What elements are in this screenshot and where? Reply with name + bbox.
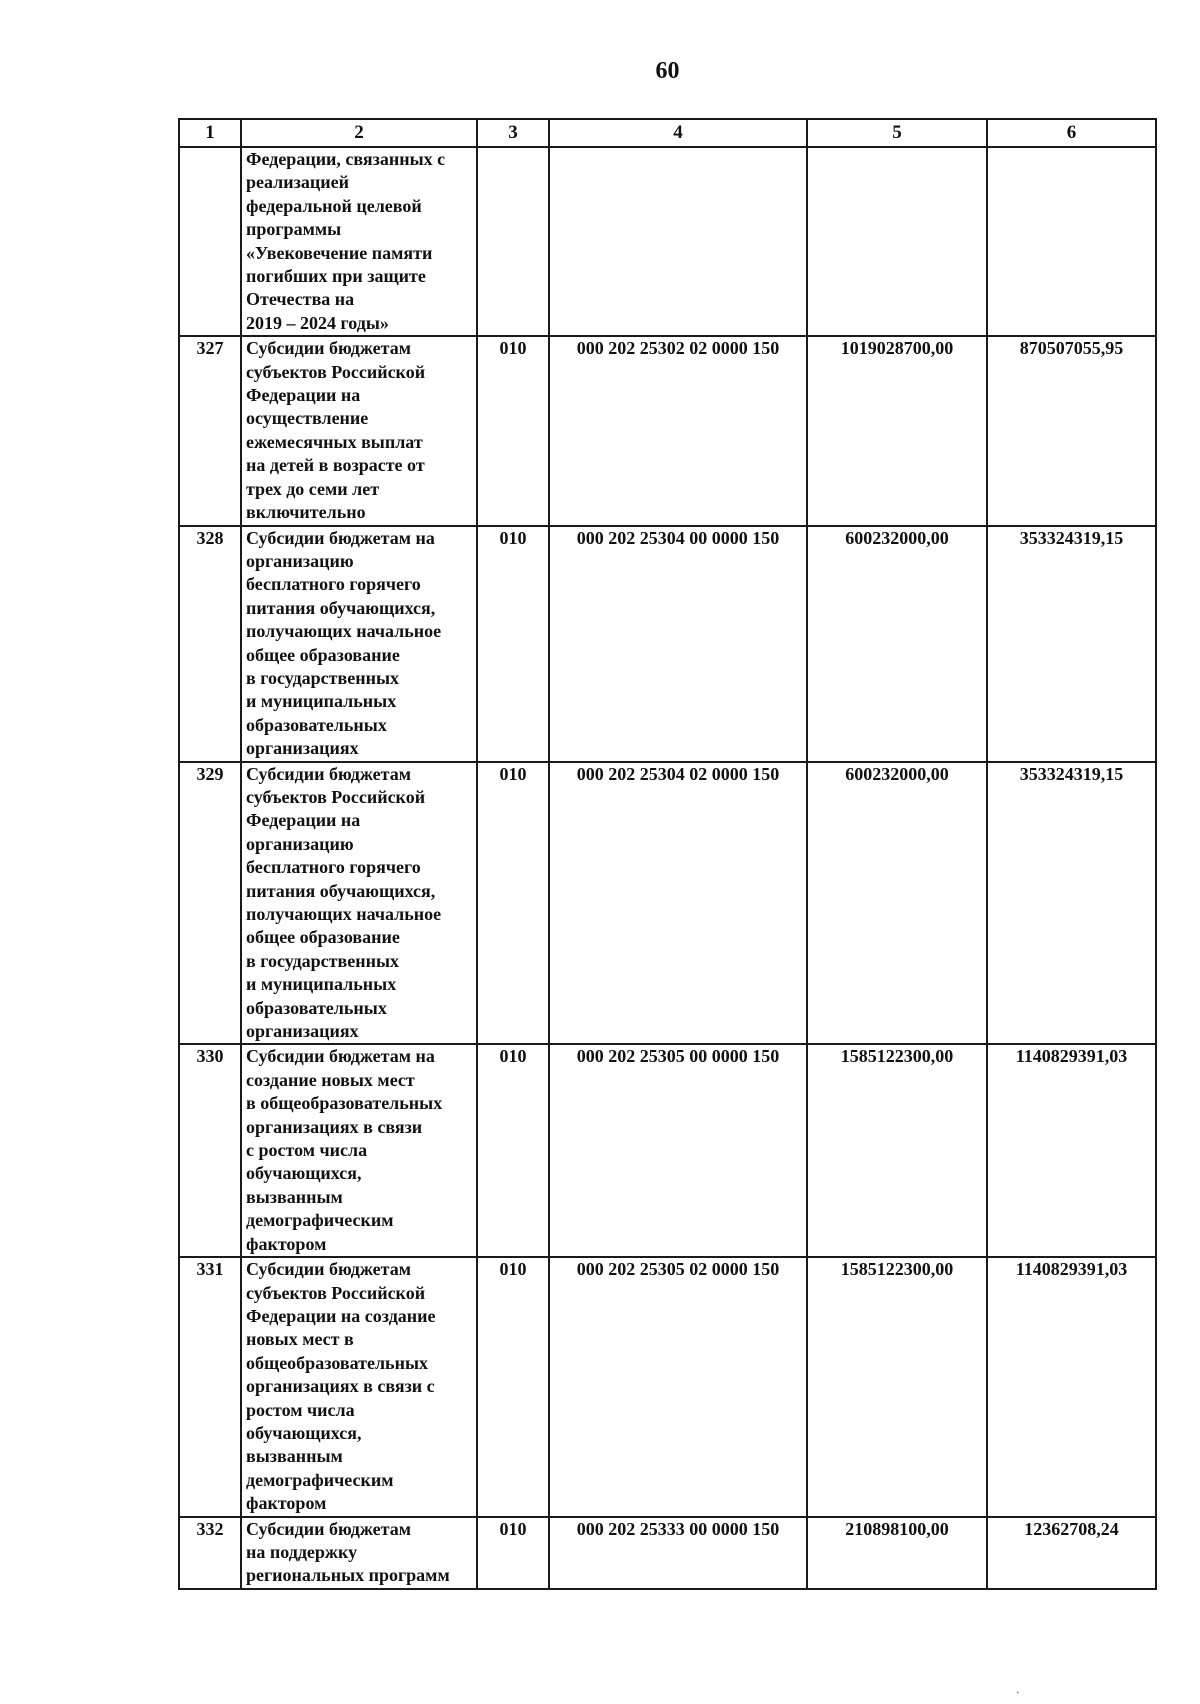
row-approved-amount: 600232000,00 [807, 526, 987, 762]
row-number: 332 [179, 1517, 241, 1589]
row-number: 329 [179, 762, 241, 1045]
row-description: Субсидии бюджетам субъектов Российской Федерации на осуществление ежемесячных выплат на детей в возрасте от трех до семи лет включительно [241, 336, 477, 525]
row-executed-amount [987, 147, 1156, 336]
header-row [179, 119, 1156, 147]
table-row [179, 1517, 1156, 1589]
column-header-6: 6 [987, 119, 1156, 147]
row-executed-amount: 1140829391,03 [987, 1257, 1156, 1516]
row-number: 331 [179, 1257, 241, 1516]
row-budget-classification-code: 000 202 25333 00 0000 150 [549, 1517, 807, 1589]
row-budget-classification-code: 000 202 25305 02 0000 150 [549, 1257, 807, 1516]
stray-mark: ˎ [1016, 1680, 1020, 1694]
table-row [179, 526, 1156, 762]
row-budget-classification-code: 000 202 25302 02 0000 150 [549, 336, 807, 525]
row-description: Субсидии бюджетам субъектов Российской Федерации на организацию бесплатного горячего питания обучающихся, получающих начальное общее образование в государственных и муниципальных образовательных организациях [241, 762, 477, 1045]
table-row [179, 147, 1156, 336]
row-code: 010 [477, 336, 549, 525]
column-header-4: 4 [549, 119, 807, 147]
row-executed-amount: 353324319,15 [987, 526, 1156, 762]
row-number: 328 [179, 526, 241, 762]
row-budget-classification-code [549, 147, 807, 336]
row-description: Субсидии бюджетам на создание новых мест в общеобразовательных организациях в связи с ростом числа обучающихся, вызванным демографическим фактором [241, 1044, 477, 1257]
row-number: 330 [179, 1044, 241, 1257]
row-code: 010 [477, 1517, 549, 1589]
column-header-1: 1 [179, 119, 241, 147]
table-row [179, 1257, 1156, 1516]
row-executed-amount: 1140829391,03 [987, 1044, 1156, 1257]
row-number: 327 [179, 336, 241, 525]
row-budget-classification-code: 000 202 25304 00 0000 150 [549, 526, 807, 762]
row-description: Субсидии бюджетам на поддержку региональных программ [241, 1517, 477, 1589]
row-number [179, 147, 241, 336]
row-approved-amount: 210898100,00 [807, 1517, 987, 1589]
table-row [179, 762, 1156, 1045]
row-budget-classification-code: 000 202 25304 02 0000 150 [549, 762, 807, 1045]
row-description: Федерации, связанных с реализацией федеральной целевой программы «Увековечение памяти погибших при защите Отечества на 2019 – 2024 годы» [241, 147, 477, 336]
row-approved-amount: 1585122300,00 [807, 1257, 987, 1516]
column-header-5: 5 [807, 119, 987, 147]
row-approved-amount: 1019028700,00 [807, 336, 987, 525]
page-number: 60 [655, 58, 680, 84]
row-code: 010 [477, 1257, 549, 1516]
row-description: Субсидии бюджетам субъектов Российской Федерации на создание новых мест в общеобразовательных организациях в связи с ростом числа обучающихся, вызванным демографическим фактором [241, 1257, 477, 1516]
row-executed-amount: 12362708,24 [987, 1517, 1156, 1589]
column-header-2: 2 [241, 119, 477, 147]
budget-table [178, 118, 1157, 1590]
row-executed-amount: 353324319,15 [987, 762, 1156, 1045]
row-code: 010 [477, 526, 549, 762]
row-approved-amount [807, 147, 987, 336]
row-code: 010 [477, 1044, 549, 1257]
row-code: 010 [477, 762, 549, 1045]
row-budget-classification-code: 000 202 25305 00 0000 150 [549, 1044, 807, 1257]
table-row [179, 336, 1156, 525]
row-approved-amount: 1585122300,00 [807, 1044, 987, 1257]
row-description: Субсидии бюджетам на организацию бесплатного горячего питания обучающихся, получающих начальное общее образование в государственных и муниципальных образовательных организациях [241, 526, 477, 762]
column-header-3: 3 [477, 119, 549, 147]
row-approved-amount: 600232000,00 [807, 762, 987, 1045]
row-code [477, 147, 549, 336]
row-executed-amount: 870507055,95 [987, 336, 1156, 525]
table-row [179, 1044, 1156, 1257]
